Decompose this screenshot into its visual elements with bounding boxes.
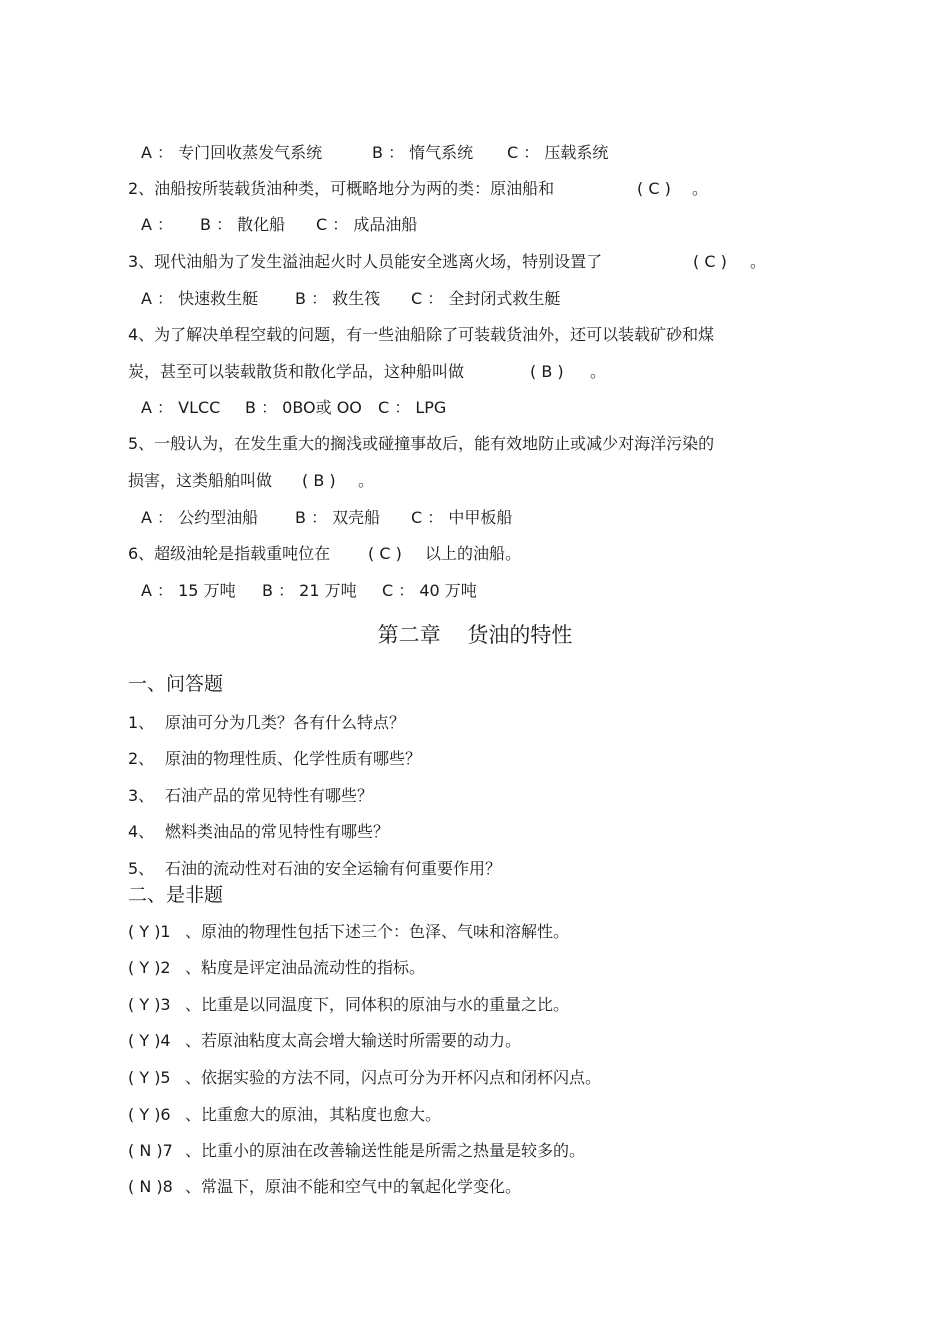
question-3-text: 3、现代油船为了发生溢油起火时人员能安全逃离火场，特别设置了	[128, 252, 603, 271]
q3-option-a: A ： 快速救生艇	[141, 289, 259, 308]
section-heading-qa: 一、问答题	[128, 673, 224, 695]
q3-option-b: B ： 救生筏	[295, 289, 381, 308]
question-3-end: 。	[750, 252, 767, 271]
statement-text: 、比重小的原油在改善输送性能是所需之热量是较多的。	[185, 1141, 586, 1160]
question-4-text-2: 炭，甚至可以装载散货和散化学品，这种船叫做	[128, 362, 465, 381]
q2-option-c: C ： 成品油船	[316, 215, 418, 234]
answer-mark: ( Y )5	[128, 1068, 171, 1087]
q5-option-b: B ： 双壳船	[295, 508, 381, 527]
question-5-end: 。	[358, 471, 375, 490]
statement-text: 、比重是以同温度下，同体积的原油与水的重量之比。	[185, 995, 570, 1014]
q5-option-a: A ： 公约型油船	[141, 508, 259, 527]
answer-mark: ( N )7	[128, 1141, 173, 1160]
q4-option-c: C ： LPG	[378, 398, 447, 417]
answer-mark: ( Y )3	[128, 995, 171, 1014]
list-item-text: 原油可分为几类？各有什么特点？	[165, 713, 406, 732]
question-5-text-2: 损害，这类船舶叫做	[128, 471, 273, 490]
answer-mark: ( Y )6	[128, 1105, 171, 1124]
question-6-answer: ( C )	[368, 544, 402, 563]
question-6-end: 以上的油船。	[425, 544, 522, 563]
q1-option-c: C ： 压载系统	[507, 143, 609, 162]
question-2-text: 2、油船按所装载货油种类，可概略地分为两的类：原油船和	[128, 179, 555, 198]
q3-option-c: C ： 全封闭式救生艇	[411, 289, 561, 308]
list-item-number: 1、	[128, 713, 155, 732]
list-item-text: 石油的流动性对石油的安全运输有何重要作用？	[165, 859, 502, 878]
q2-option-a: A ：	[141, 215, 174, 234]
chapter-title: 第二章 货油的特性	[377, 623, 573, 647]
section-heading-true-false: 二、是非题	[128, 884, 224, 906]
question-4-answer: ( B )	[530, 362, 564, 381]
q5-option-c: C ： 中甲板船	[411, 508, 513, 527]
question-2-answer: ( C )	[637, 179, 671, 198]
question-4-text-1: 4、为了解决单程空载的问题，有一些油船除了可装载货油外，还可以装载矿砂和煤	[128, 325, 715, 344]
answer-mark: ( Y )2	[128, 958, 171, 977]
q6-option-b: B ： 21 万吨	[262, 581, 357, 600]
statement-text: 、比重愈大的原油，其粘度也愈大。	[185, 1105, 442, 1124]
list-item-number: 2、	[128, 749, 155, 768]
q4-option-a: A ： VLCC	[141, 398, 221, 417]
list-item-text: 燃料类油品的常见特性有哪些？	[165, 822, 390, 841]
statement-text: 、粘度是评定油品流动性的指标。	[185, 958, 426, 977]
list-item-text: 石油产品的常见特性有哪些？	[165, 786, 374, 805]
question-4-end: 。	[590, 362, 607, 381]
statement-text: 、依据实验的方法不同，闪点可分为开杯闪点和闭杯闪点。	[185, 1068, 602, 1087]
list-item-number: 4、	[128, 822, 155, 841]
q4-option-b: B ： 0BO或 OO	[245, 398, 362, 417]
question-5-text-1: 5、一般认为，在发生重大的搁浅或碰撞事故后，能有效地防止或减少对海洋污染的	[128, 434, 715, 453]
answer-mark: ( N )8	[128, 1177, 173, 1196]
q6-option-a: A ： 15 万吨	[141, 581, 236, 600]
answer-mark: ( Y )1	[128, 922, 171, 941]
question-6-text: 6、超级油轮是指载重吨位在	[128, 544, 331, 563]
q1-option-a: A ： 专门回收蒸发气系统	[141, 143, 323, 162]
statement-text: 、若原油粘度太高会增大输送时所需要的动力。	[185, 1031, 522, 1050]
question-3-answer: ( C )	[693, 252, 727, 271]
q2-option-b: B ： 散化船	[200, 215, 286, 234]
answer-mark: ( Y )4	[128, 1031, 171, 1050]
question-5-answer: ( B )	[302, 471, 336, 490]
list-item-number: 3、	[128, 786, 155, 805]
list-item-text: 原油的物理性质、化学性质有哪些？	[165, 749, 422, 768]
question-2-end: 。	[692, 179, 709, 198]
statement-text: 、原油的物理性包括下述三个：色泽、气味和溶解性。	[185, 922, 570, 941]
q6-option-c: C ： 40 万吨	[382, 581, 477, 600]
q1-option-b: B ： 惰气系统	[372, 143, 474, 162]
statement-text: 、常温下，原油不能和空气中的氧起化学变化。	[185, 1177, 522, 1196]
list-item-number: 5、	[128, 859, 155, 878]
